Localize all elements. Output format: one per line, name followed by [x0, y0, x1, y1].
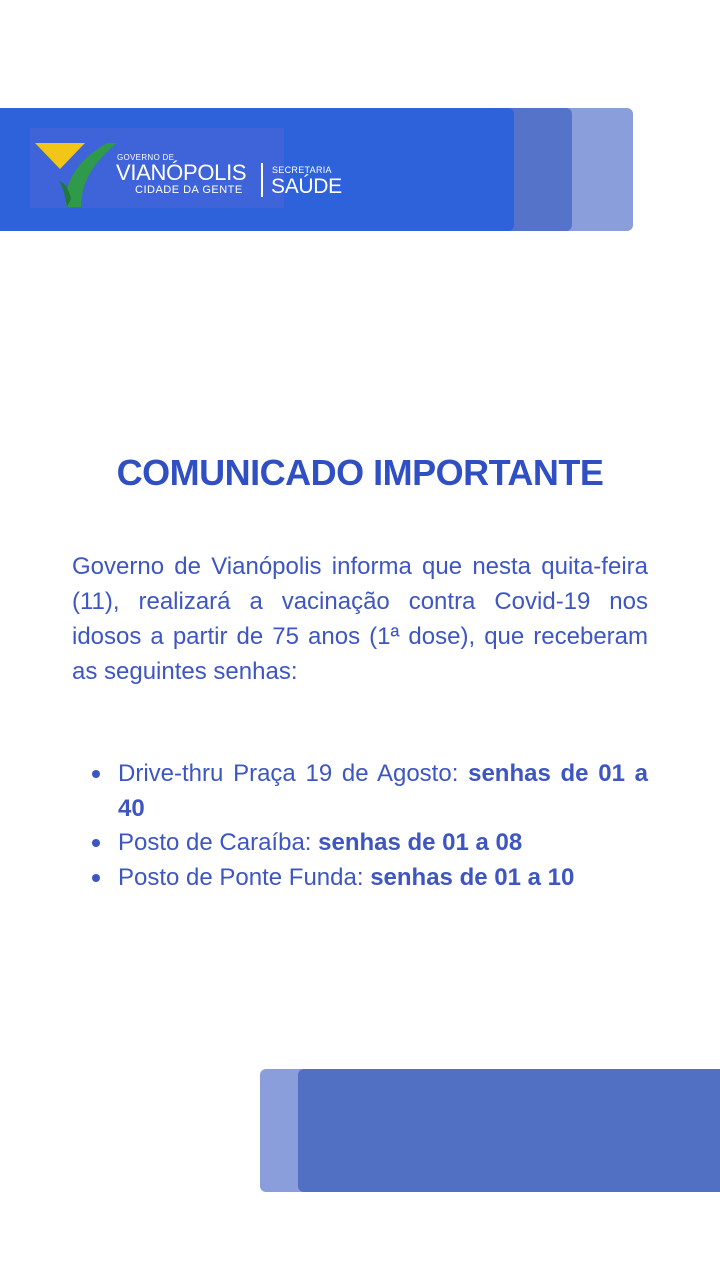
bullet-icon	[92, 770, 100, 778]
bullet-icon	[92, 839, 100, 847]
location-tickets: senhas de 01 a 08	[318, 829, 523, 856]
location-tickets: senhas de 01 a 40	[118, 760, 649, 822]
list-item	[92, 757, 648, 826]
list-item	[92, 826, 648, 861]
bullet-icon	[92, 874, 100, 882]
location-name: Posto de Ponte Funda:	[118, 863, 371, 891]
location-name: Drive-thru Praça 19 de Agosto:	[118, 760, 469, 787]
footer-banner	[298, 1069, 720, 1192]
logo-city-name: VIANÓPOLIS	[116, 160, 247, 185]
notice-title: COMUNICADO IMPORTANTE	[116, 452, 604, 493]
list-item	[92, 861, 648, 896]
vianopolis-logo-icon	[33, 141, 123, 207]
location-name: Posto de Caraíba:	[118, 829, 319, 856]
location-tickets: senhas de 01 a 10	[370, 863, 575, 891]
logo-tagline: CIDADE DA GENTE	[135, 184, 243, 196]
logo-secretaria: SECRETARIA	[272, 165, 332, 175]
vaccination-locations-list	[92, 757, 648, 895]
logo-governo-de: GOVERNO DE	[117, 153, 175, 162]
notice-intro: Governo de Vianópolis informa que nesta quita-feira (11), realizará a vacinação contra Covid-19 nos idosos a partir de 75 anos (1ª dose), que receberam as seguintes senhas:	[72, 553, 648, 685]
logo-department: SAÚDE	[271, 175, 342, 198]
logo-divider	[261, 163, 263, 197]
